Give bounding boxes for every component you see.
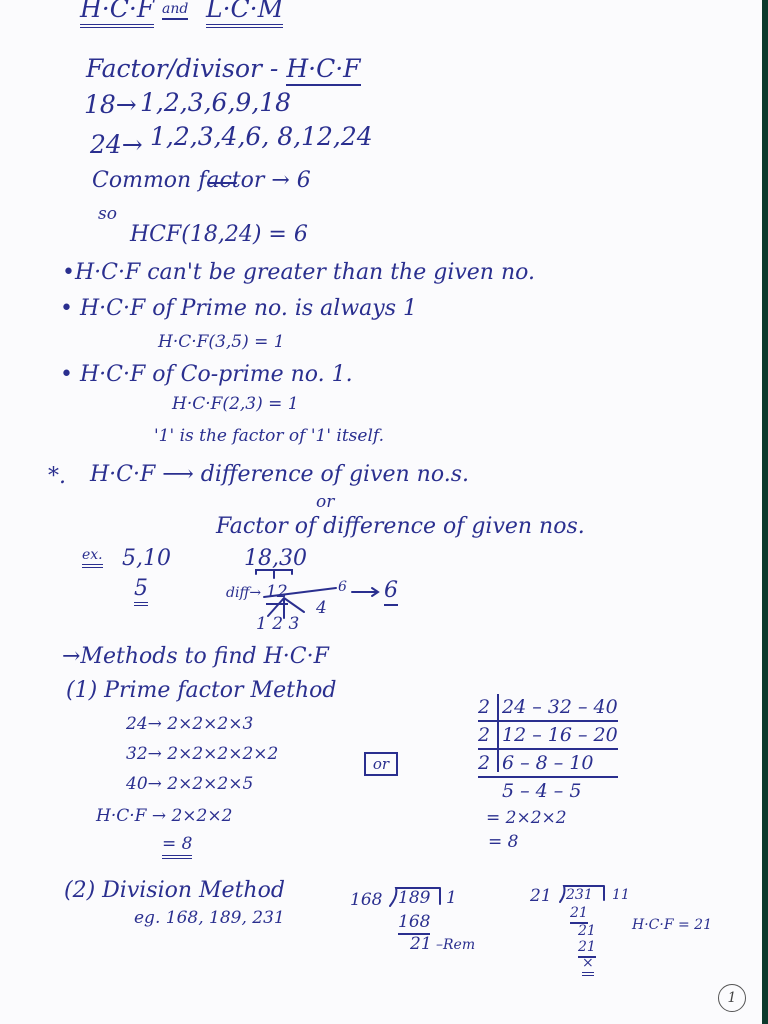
hcf-result: HCF(18,24) = 6 bbox=[130, 222, 308, 247]
div2-divisor: 21 bbox=[530, 886, 552, 906]
ladder-row: 2 12 – 16 – 20 bbox=[478, 722, 618, 750]
factor-row-24-label: 24→ bbox=[90, 130, 143, 159]
method-1-answer: = 8 bbox=[162, 836, 192, 853]
method-2-example: eg. 168, 189, 231 bbox=[134, 908, 285, 928]
methods-heading: →Methods to find H·C·F bbox=[62, 644, 329, 669]
common-factor: Common factor → 6 bbox=[92, 168, 311, 193]
point-greater: •H·C·F can't be greater than the given no. bbox=[62, 260, 535, 285]
ladder-result-product: = 2×2×2 bbox=[486, 808, 567, 828]
method-1-title: (1) Prime factor Method bbox=[66, 678, 337, 703]
ladder-row: 2 6 – 8 – 10 bbox=[478, 750, 618, 778]
method-1-row-24: 24→ 2×2×2×3 bbox=[126, 714, 254, 734]
or-word: or bbox=[316, 492, 335, 512]
div1-rem-label: –Rem bbox=[436, 937, 476, 953]
div1-quotient: 1 bbox=[446, 888, 457, 908]
example-2-six: 6 bbox=[338, 579, 347, 595]
title-and: and bbox=[162, 2, 188, 16]
title-hcf: H·C·F bbox=[80, 0, 154, 21]
example-1-answer: 5 bbox=[134, 578, 148, 600]
method-1-row-32: 32→ 2×2×2×2×2 bbox=[126, 744, 279, 764]
example-1-numbers: 5,10 bbox=[122, 546, 171, 571]
point-difference-mark: *. bbox=[48, 464, 66, 489]
div2-quotient: 11 bbox=[612, 887, 630, 903]
title-lcm: L·C·M bbox=[206, 0, 283, 21]
ladder-result-answer: = 8 bbox=[488, 832, 519, 852]
or-box: or bbox=[364, 752, 398, 776]
div2-hcf: H·C·F = 21 bbox=[632, 917, 712, 933]
div1-remainder: 21 bbox=[410, 934, 432, 954]
factor-heading: Factor/divisor - H·C·F bbox=[86, 56, 361, 81]
div2-subtract-1: 21 bbox=[570, 906, 588, 920]
page-number: 1 bbox=[718, 984, 746, 1012]
div1-divisor: 168 bbox=[350, 890, 383, 910]
point-prime: • H·C·F of Prime no. is always 1 bbox=[60, 296, 417, 321]
diff-line-to-six bbox=[264, 588, 336, 597]
factor-row-18-label: 18→ bbox=[84, 90, 137, 119]
point-difference-alt: Factor of difference of given nos. bbox=[216, 514, 585, 539]
example-2-diff-label: diff→ bbox=[226, 585, 262, 601]
example-2-factors: 1 2 3 bbox=[256, 614, 300, 634]
div2-end: × bbox=[582, 956, 594, 970]
six-arrow bbox=[352, 588, 378, 596]
div1-subtract: 168 bbox=[398, 914, 430, 931]
example-2-answer: 6 bbox=[384, 580, 398, 602]
point-coprime-example: H·C·F(2,3) = 1 bbox=[172, 394, 299, 414]
example-2-numbers: 18,30 bbox=[244, 546, 307, 571]
div2-dividend: 231 bbox=[566, 887, 593, 903]
method-1-row-40: 40→ 2×2×2×5 bbox=[126, 774, 254, 794]
method-2-title: (2) Division Method bbox=[64, 878, 285, 903]
div1-bracket bbox=[390, 888, 440, 906]
div2-subtract-2: 21 bbox=[578, 940, 596, 954]
ladder-row: 2 24 – 32 – 40 bbox=[478, 694, 618, 722]
div1-dividend: 189 bbox=[398, 888, 431, 908]
factor-arrows bbox=[268, 598, 304, 618]
ladder-row: 5 – 4 – 5 bbox=[502, 780, 582, 802]
div2-middle: 21 bbox=[578, 923, 596, 939]
point-coprime-note: '1' is the factor of '1' itself. bbox=[154, 426, 384, 446]
point-coprime: • H·C·F of Co-prime no. 1. bbox=[60, 362, 353, 387]
div2-bracket bbox=[560, 886, 604, 902]
method-1-hcf: H·C·F → 2×2×2 bbox=[96, 806, 233, 826]
factor-row-18-values: 1,2,3,6,9,18 bbox=[140, 88, 292, 117]
example-2-diff-value: 12 bbox=[266, 584, 288, 601]
factor-row-24-values: 1,2,3,4,6, 8,12,24 bbox=[150, 122, 373, 151]
example-label: ex. bbox=[82, 548, 103, 562]
example-2-factor-4: 4 bbox=[316, 598, 327, 618]
point-prime-example: H·C·F(3,5) = 1 bbox=[158, 332, 285, 352]
point-difference: H·C·F ⟶ difference of given no.s. bbox=[90, 462, 469, 487]
page-edge bbox=[762, 0, 768, 1024]
diff-brace bbox=[256, 570, 292, 578]
so-word: so bbox=[98, 204, 117, 224]
